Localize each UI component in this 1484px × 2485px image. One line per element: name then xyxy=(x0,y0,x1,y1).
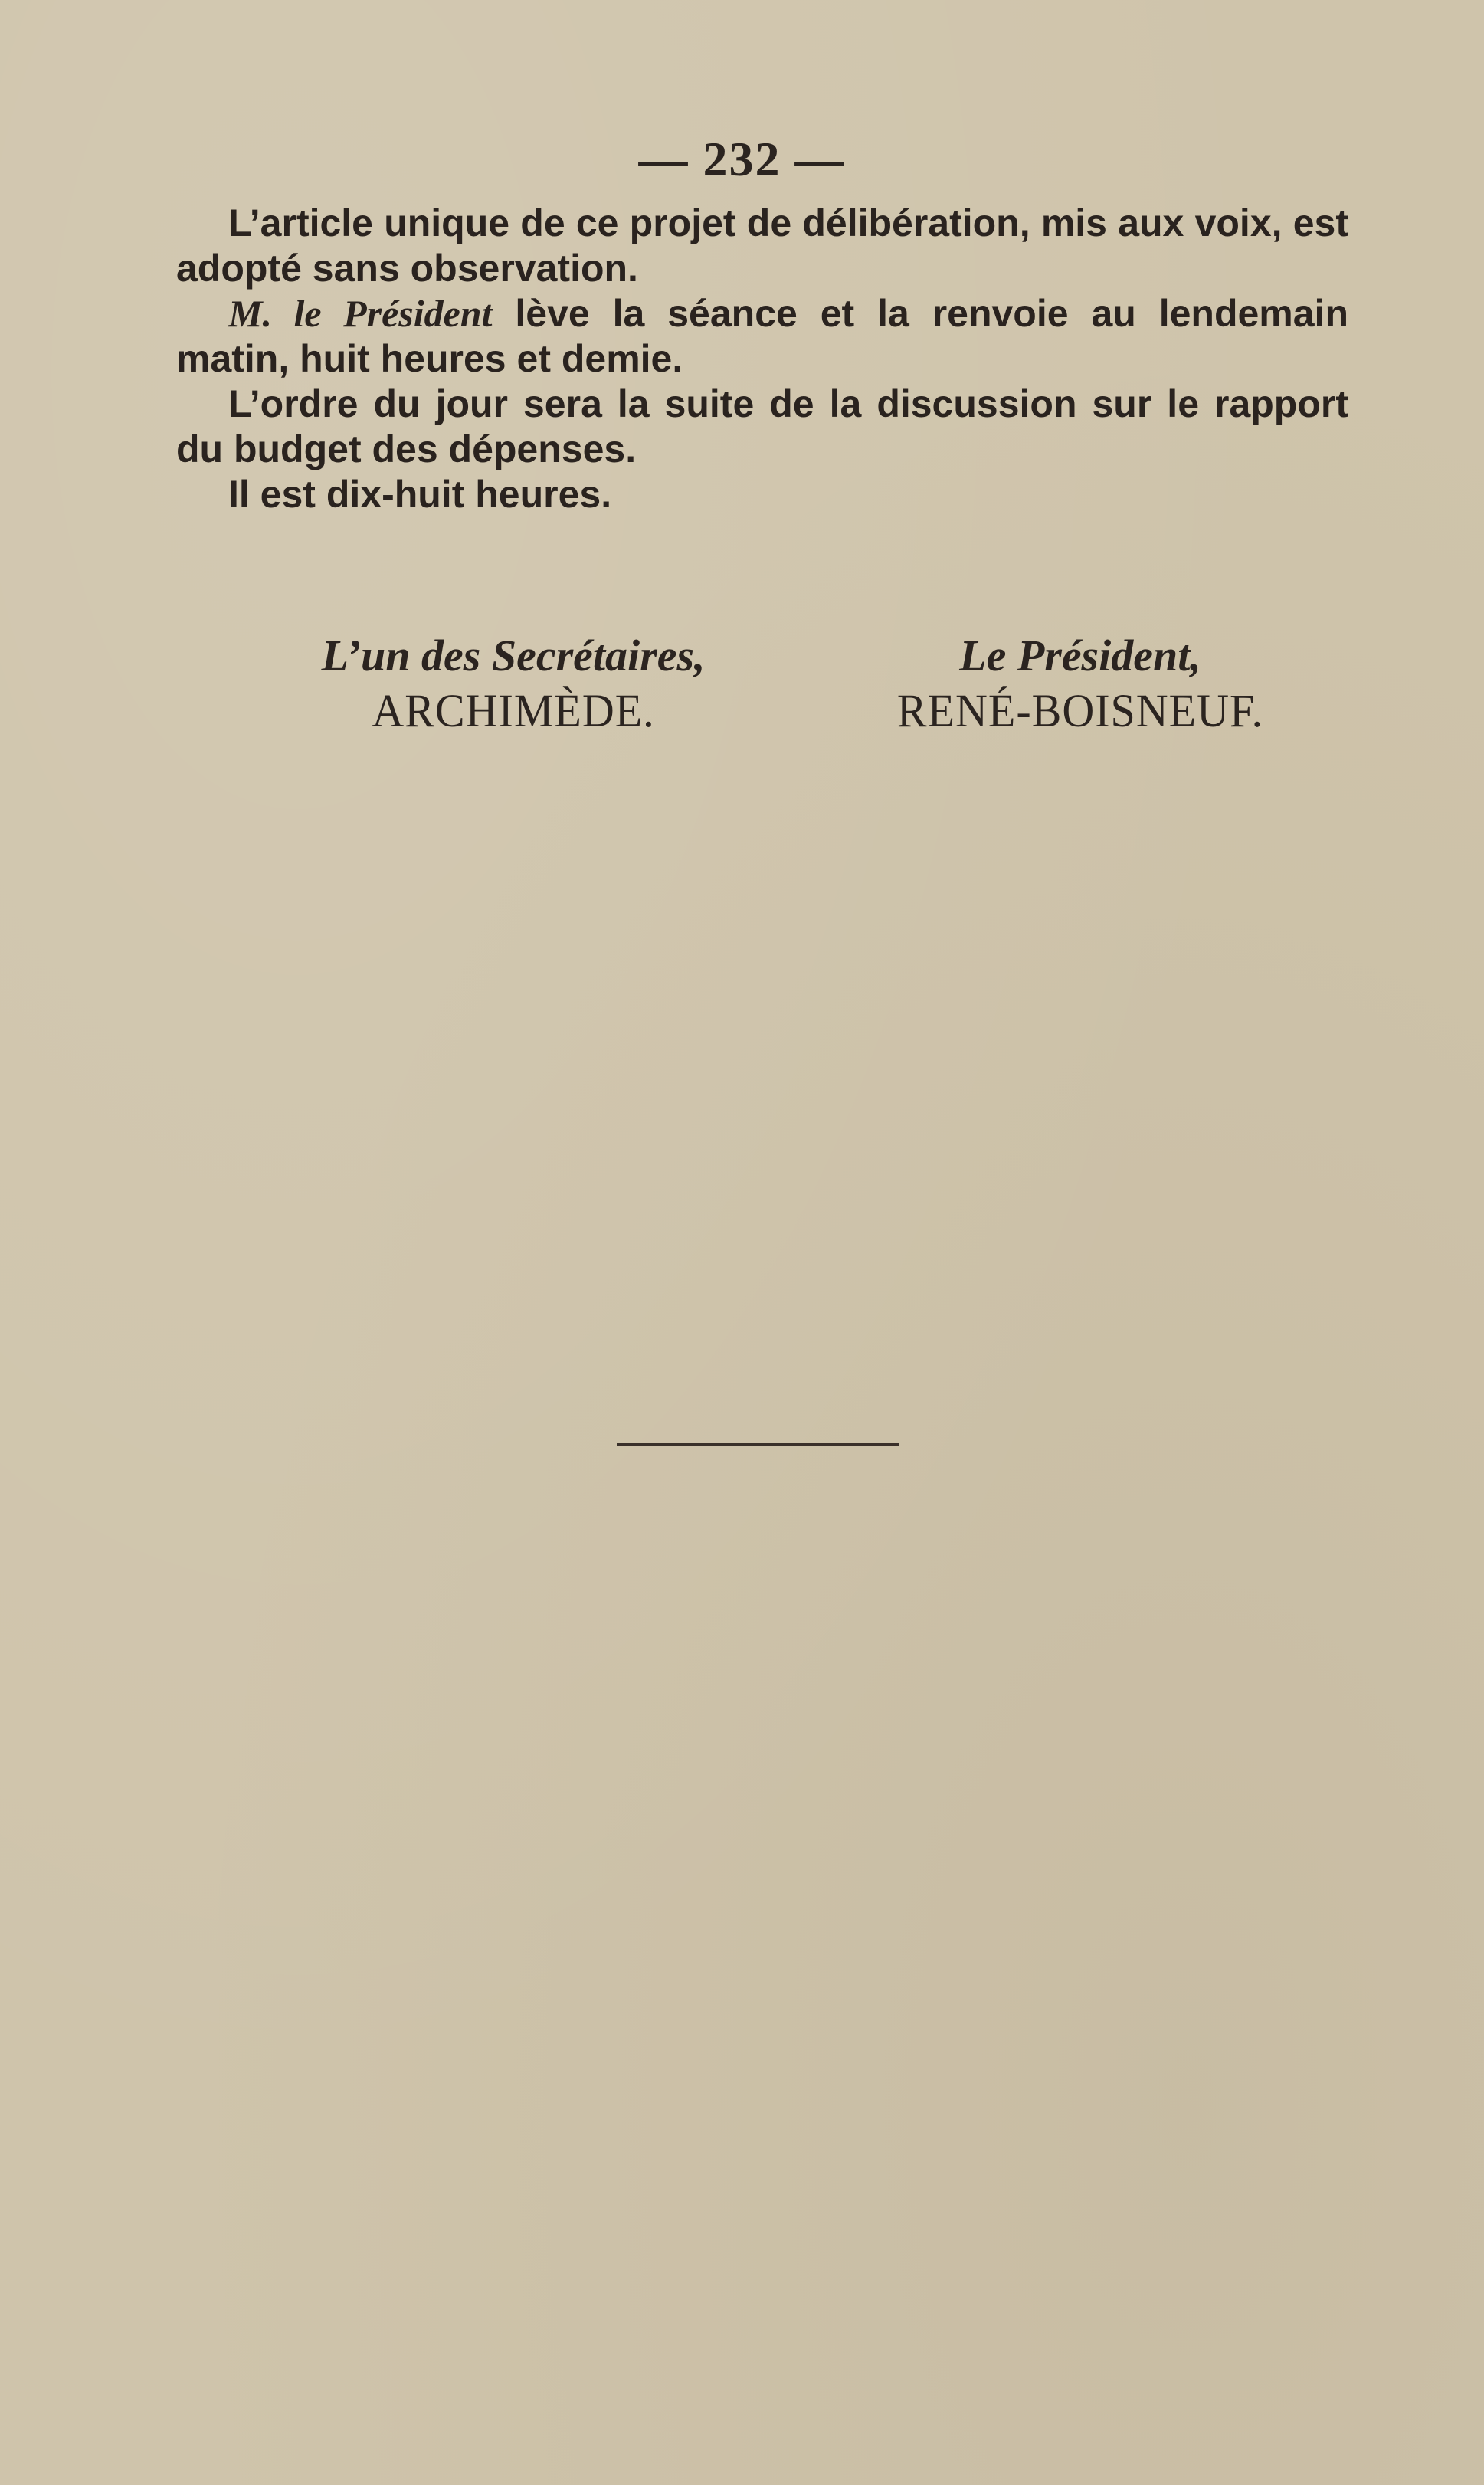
body-text xyxy=(176,201,1348,517)
closing-rule xyxy=(617,1443,899,1446)
page-number: — 232 — xyxy=(638,132,846,186)
signature-secretary-name: ARCHIMÈDE. xyxy=(372,684,655,737)
paragraph-session-closed xyxy=(176,291,1348,382)
speaker-name: M. le Président xyxy=(228,292,493,335)
paragraph-time: Il est dix-huit heures. xyxy=(228,473,612,516)
paragraph-article-adopted: L’article unique de ce projet de délibération, mis aux voix, est adopté sans observation. xyxy=(176,202,1348,290)
paragraph-order-of-day: L’ordre du jour sera la suite de la discussion sur le rapport du budget des dépenses. xyxy=(176,382,1348,470)
speaker-text: lève la séance et la renvoie au lendemain matin, huit heures et demie. xyxy=(176,292,1348,380)
signature-secretary-title: L’un des Secrétaires, xyxy=(321,631,706,680)
signature-secretary xyxy=(306,628,720,739)
signature-president-name: RENÉ-BOISNEUF. xyxy=(896,684,1264,737)
signature-president-title: Le Président, xyxy=(959,631,1201,680)
signature-president xyxy=(873,628,1287,739)
